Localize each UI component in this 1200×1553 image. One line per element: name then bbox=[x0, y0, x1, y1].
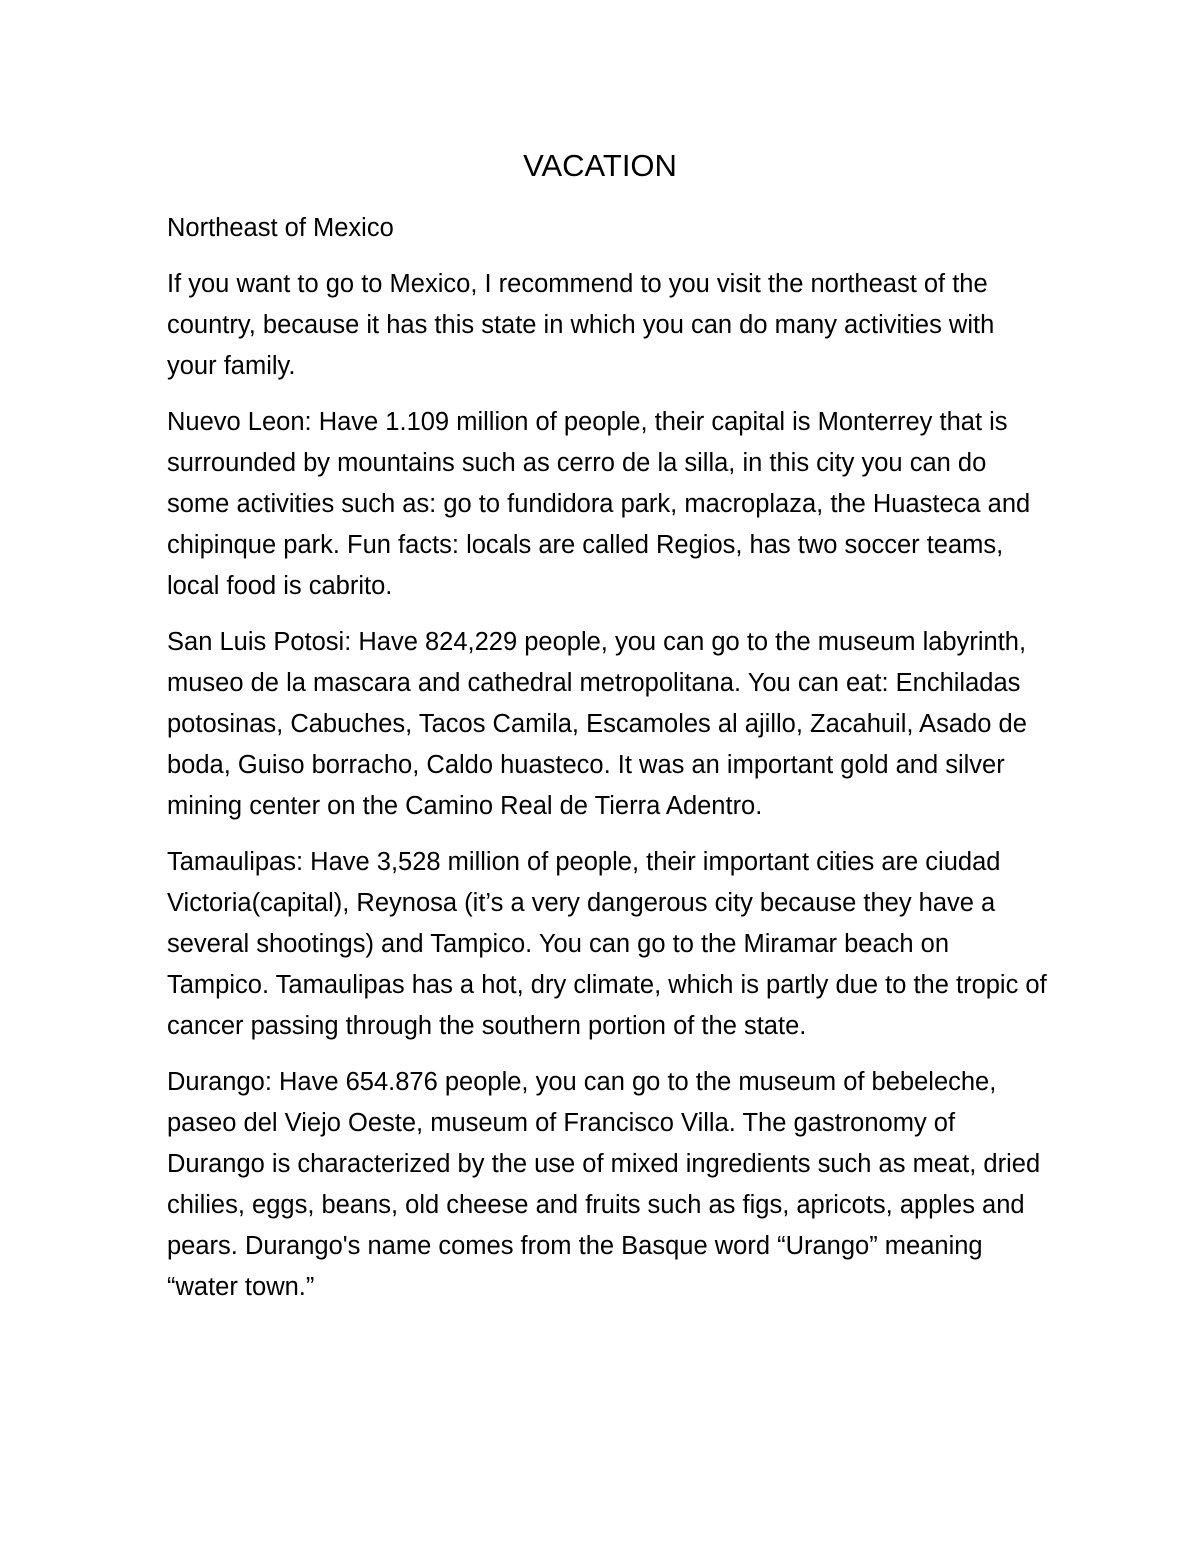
paragraph-durango: Durango: Have 654.876 people, you can go to the museum of bebeleche, paseo del Viejo Oeste, museum of Francisco Villa. The gastronomy of Durango is characterized by the use of mixed ingredients such as meat, dried chilies, eggs, beans, old cheese and fruits such as figs, apricots, apples and pears. Durango's name comes from the Basque word “Urango” meaning “water town.” bbox=[167, 1068, 1041, 1301]
paragraph-san-luis-potosi: San Luis Potosi: Have 824,229 people, you can go to the museum labyrinth, museo de la mascara and cathedral metropolitana. You can eat: Enchiladas potosinas, Cabuches, Tacos Camila, Escamoles al ajillo, Zacahuil, Asado de boda, Guiso borracho, Caldo huasteco. It was an important gold and silver mining center on the Camino Real de Tierra Adentro. bbox=[167, 628, 1027, 820]
paragraph-nuevo-leon: Nuevo Leon: Have 1.109 million of people, their capital is Monterrey that is surrounded by mountains such as cerro de la silla, in this city you can do some activities such as: go to fundidora park, macroplaza, the Huasteca and chipinque park. Fun facts: locals are called Regios, has two soccer teams, local food is cabrito. bbox=[167, 408, 1031, 600]
document-subtitle: Northeast of Mexico bbox=[167, 214, 394, 242]
document-title: VACATION bbox=[523, 148, 677, 183]
paragraph-intro: If you want to go to Mexico, I recommend to you visit the northeast of the country, because it has this state in which you can do many activities with your family. bbox=[167, 270, 995, 380]
paragraph-tamaulipas: Tamaulipas: Have 3,528 million of people, their important cities are ciudad Victoria(capital), Reynosa (it’s a very dangerous city because they have a several shootings) and Tampico. You can go to the Miramar beach on Tampico. Tamaulipas has a hot, dry climate, which is partly due to the tropic of cancer passing through the southern portion of the state. bbox=[167, 848, 1047, 1040]
document-body bbox=[167, 208, 1047, 1323]
